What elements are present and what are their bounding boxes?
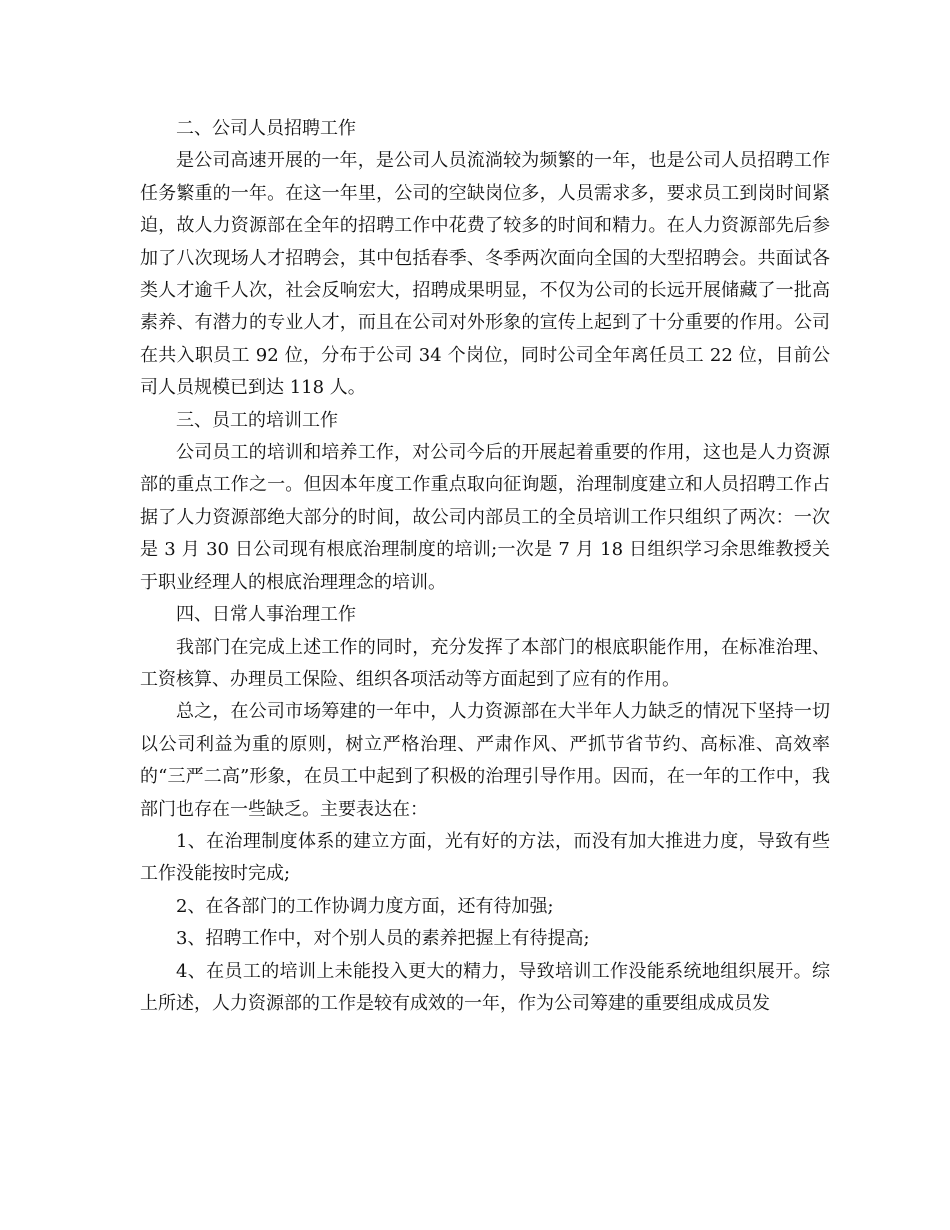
paragraph-daily-management: 我部门在完成上述工作的同时，充分发挥了本部门的根底职能作用，在标准治理、工资核算、办理员工保险、组织各项活动等方面起到了应有的作用。 xyxy=(140,636,830,690)
list-item-1: 1、在治理制度体系的建立方面，光有好的方法，而没有加大推进力度，导致有些工作没能按时完成; xyxy=(140,830,830,885)
list-item-3: 3、招聘工作中，对个别人员的素养把握上有待提高; xyxy=(176,928,590,950)
paragraph-summary: 总之，在公司市场筹建的一年中，人力资源部在大半年人力缺乏的情况下坚持一切以公司利益为重的原则，树立严格治理、严肃作风、严抓节省节约、高标准、高效率的“三严二高”形象，在员工中起到了积极的治理引导作用。因而，在一年的工作中，我部门也存在一些缺乏。主要表达在： xyxy=(140,701,830,820)
paragraph-training: 公司员工的培训和培养工作，对公司今后的开展起着重要的作用，这也是人力资源部的重点工作之一。但因本年度工作重点取向征询题，治理制度建立和人员招聘工作占据了人力资源部绝大部分的时间，故公司内部员工的全员培训工作只组织了两次：一次是 3 月 30 日公司现有根底治理制度的培训;一次是 7 月 18 日组织学习余思维教授关于职业经理人的根底治理理念的培训。 xyxy=(140,442,830,593)
section-heading-recruitment: 二、公司人员招聘工作 xyxy=(176,118,356,139)
section-heading-daily-management: 四、日常人事治理工作 xyxy=(176,604,356,626)
list-item-4: 4、在员工的培训上未能投入更大的精力，导致培训工作没能系统地组织展开。综上所述，人力资源部的工作是较有成效的一年，作为公司筹建的重要组成成员发 xyxy=(140,960,830,1014)
paragraph-recruitment: 是公司高速开展的一年，是公司人员流淌较为频繁的一年，也是公司人员招聘工作任务繁重的一年。在这一年里，公司的空缺岗位多，人员需求多，要求员工到岗时间紧迫，故人力资源部在全年的招聘工作中花费了较多的时间和精力。在人力资源部先后参加了八次现场人才招聘会，其中包括春季、冬季两次面向全国的大型招聘会。共面试各类人才逾千人次，社会反响宏大，招聘成果明显，不仅为公司的长远开展储藏了一批高素养、有潜力的专业人才，而且在公司对外形象的宣传上起到了十分重要的作用。公司在共入职员工 92 位，分布于公司 34 个岗位，同时公司全年离任员工 22 位，目前公司人员规模已到达 118 人。 xyxy=(140,150,830,399)
document-body xyxy=(140,113,830,1020)
section-heading-training: 三、员工的培训工作 xyxy=(176,409,338,431)
list-item-2: 2、在各部门的工作协调力度方面，还有待加强; xyxy=(176,895,554,917)
